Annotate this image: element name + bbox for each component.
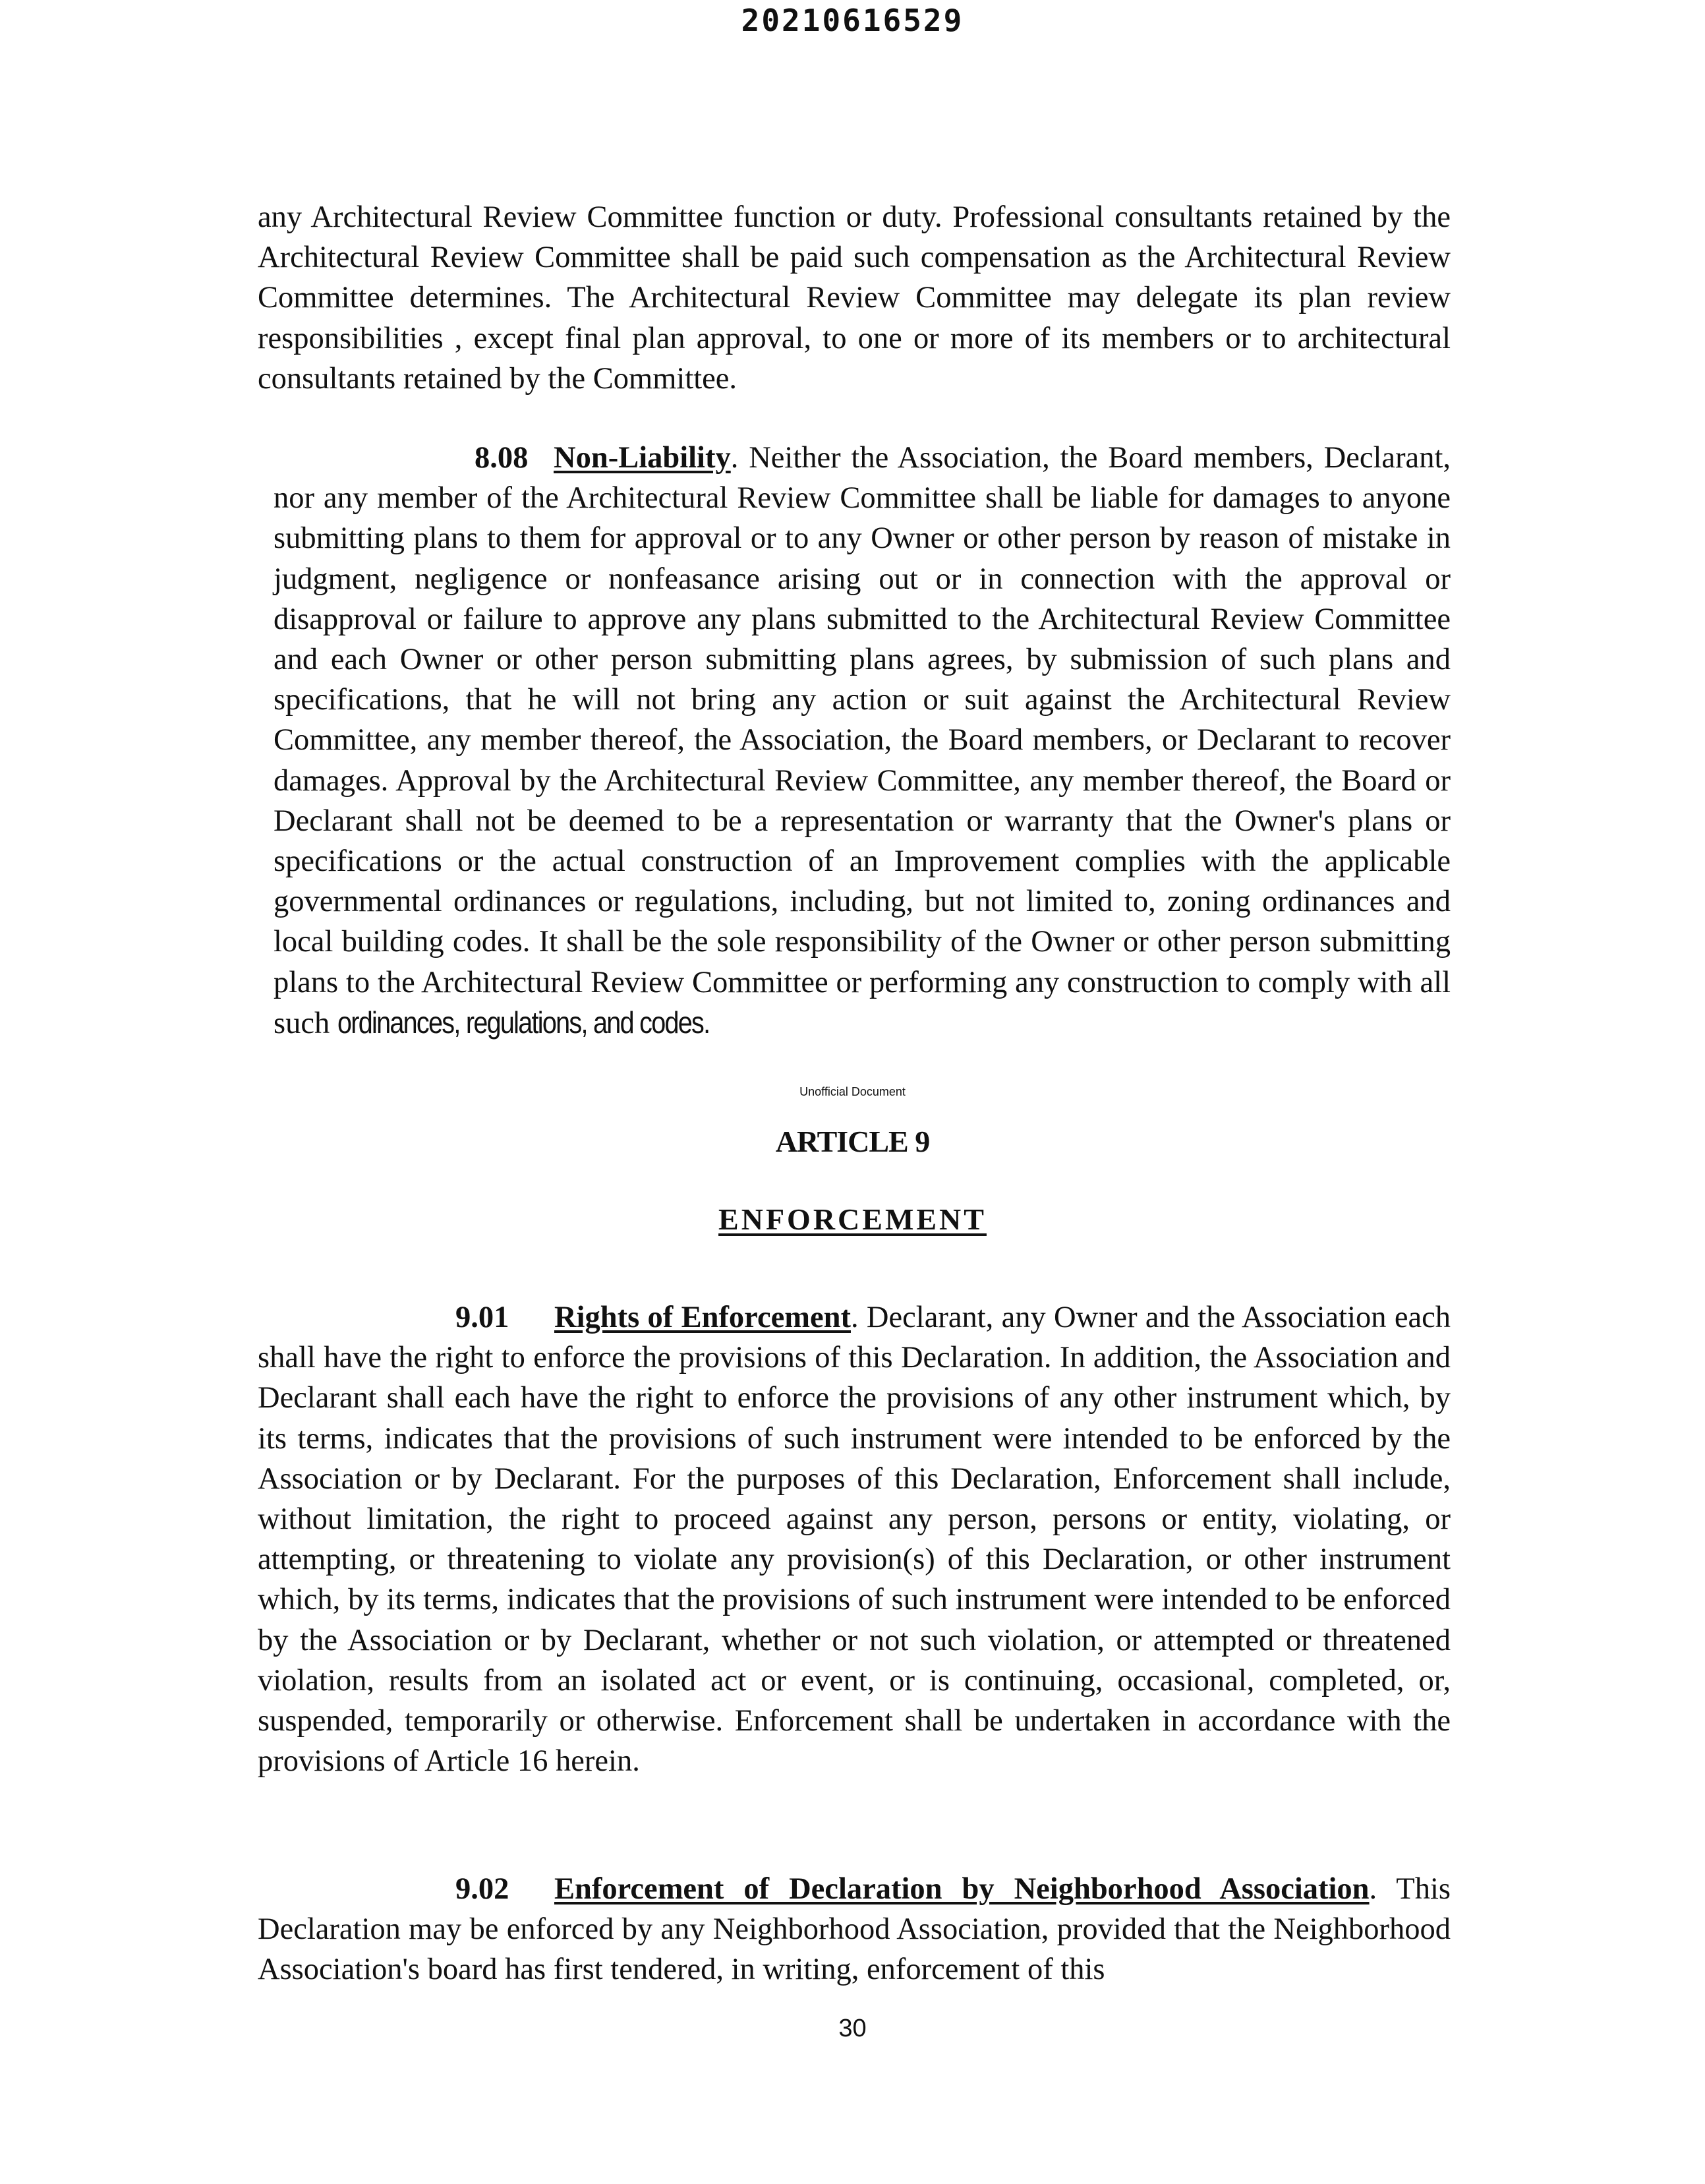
article-number: ARTICLE 9 — [775, 1125, 930, 1158]
unofficial-watermark: Unofficial Document — [799, 1085, 906, 1098]
section-title: Enforcement of Declaration by Neighborhood Association — [554, 1872, 1370, 1906]
section-title: Rights of Enforcement — [554, 1301, 851, 1334]
document-number: 20210616529 — [741, 3, 964, 38]
section-body: . This Declaration may be enforced by any Neighborhood Association, provided that the Neighborhood Association's board has first tendered, in writing, enforcement of this — [258, 1872, 1451, 1987]
page-number: 30 — [838, 2015, 867, 2042]
section-last-line: ordinances, regulations, and codes. — [337, 1005, 710, 1040]
section-title: Non-Liability — [554, 441, 731, 475]
section-9-02 — [258, 1869, 1451, 1990]
section-body: . Declarant, any Owner and the Association each shall have the right to enforce the provisions of this Declaration. In addition, the Association and Declarant shall each have the right to enforce the provisions of any other instrument which, by its terms, indicates that the provisions of such instrument were intended to be enforced by the Association or by Declarant. For the purposes of this Declaration, Enforcement shall include, without limitation, the right to proceed against any person, persons or entity, violating, or attempting, or threatening to violate any provision(s) of this Declaration, or other instrument which, by its terms, indicates that the provisions of such instrument were intended to be enforced by the Association or by Declarant, whether or not such violation, or attempted or threatened violation, results from an isolated act or event, or is continuing, occasional, completed, or, suspended, temporarily or otherwise. Enforcement shall be undertaken in accordance with the provisions of Article 16 herein. — [258, 1301, 1451, 1779]
section-9-01 — [258, 1297, 1451, 1781]
section-body: . Neither the Association, the Board members, Declarant, nor any member of the Architectural Review Committee shall be liable for damages to anyone submitting plans to them for approval or to any Owner or other person by reason of mistake in judgment, negligence or nonfeasance arising out or in connection with the approval or disapproval or failure to approve any plans submitted to the Architectural Review Committee and each Owner or other person submitting plans agrees, by submission of such plans and specifications, that he will not bring any action or suit against the Architectural Review Committee, any member thereof, the Association, the Board members, or Declarant to recover damages. Approval by the Architectural Review Committee, any member thereof, the Board or Declarant shall not be deemed to be a representation or warranty that the Owner's plans or specifications or the actual construction of an Improvement complies with the applicable governmental ordinances or regulations, including, but not limited to, zoning ordinances and local building codes. It shall be the sole responsibility of the Owner or other person submitting plans to the Architectural Review Committee or performing any construction to comply with all such — [274, 441, 1451, 1040]
section-number: 8.08 — [475, 441, 529, 475]
section-number: 9.02 — [455, 1872, 509, 1906]
article-title: ENFORCEMENT — [718, 1202, 987, 1236]
section-number: 9.01 — [455, 1301, 509, 1334]
section-8-08 — [274, 438, 1451, 1044]
paragraph-continuation: any Architectural Review Committee function or duty. Professional consultants retained by the Architectural Review Committee shall be paid such compensation as the Architectural Review Committee determines. The Architectural Review Committee may delegate its plan review responsibilities , except final plan approval, to one or more of its members or to architectural consultants retained by the Committee. — [258, 200, 1451, 396]
